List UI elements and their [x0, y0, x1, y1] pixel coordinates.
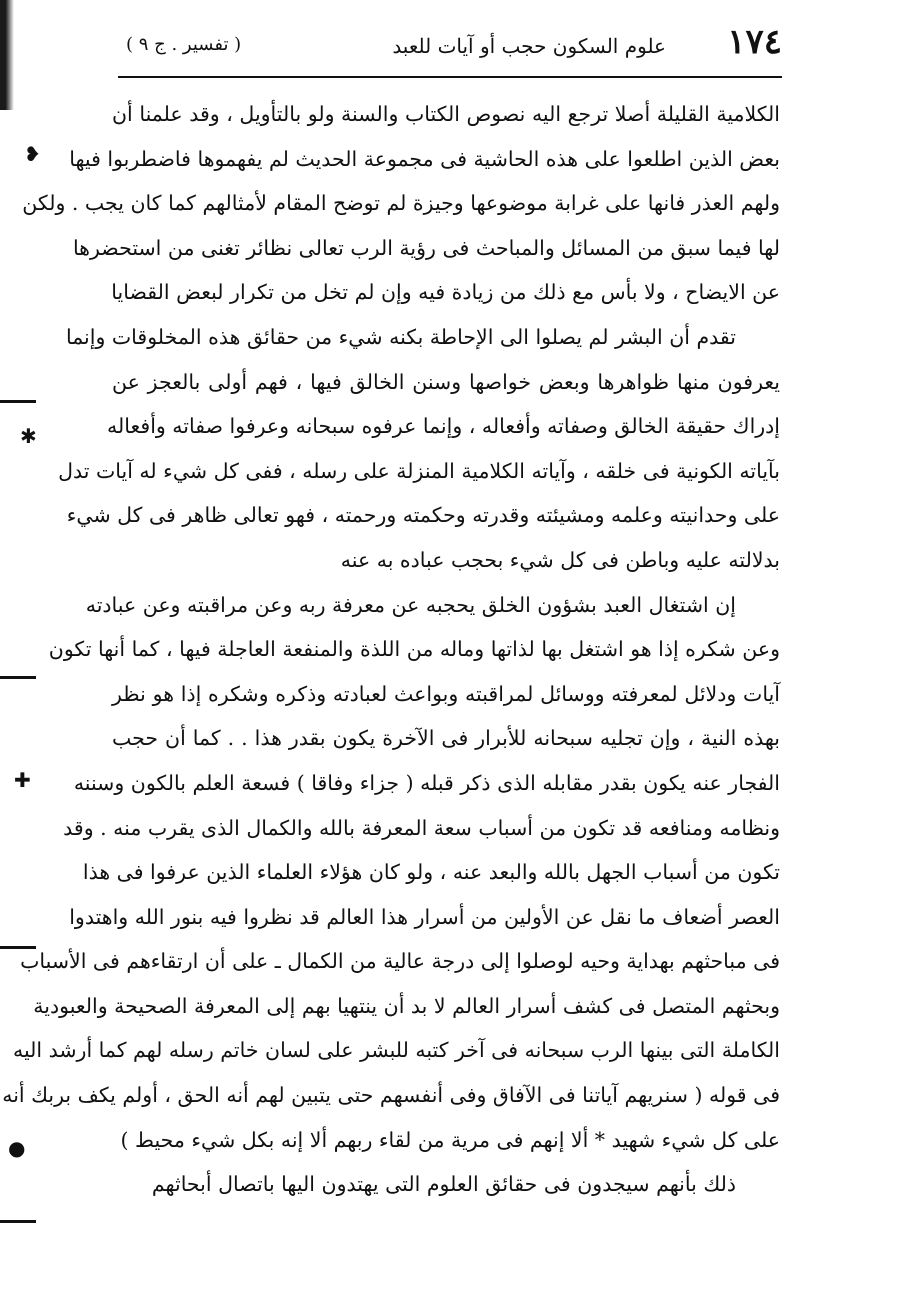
text-line: ولهم العذر فانها على غرابة موضوعها وجيزة لم توضح المقام لأمثالهم كما كان يجب . ولكن — [22, 191, 780, 216]
text-line: فى مباحثهم بهداية وحيه لوصلوا إلى درجة عالية من الكمال ـ على أن ارتقاءهم فى الأسباب — [20, 949, 780, 974]
margin-blot-icon: ✱ — [20, 424, 37, 448]
text-line: تكون من أسباب الجهل بالله والبعد عنه ، ولو كان هؤلاء العلماء الذين عرفوا فى هذا — [82, 860, 780, 885]
text-line: الكاملة التى بينها الرب سبحانه فى آخر كتبه للبشر على لسان خاتم رسله لهم كما أرشد اليه — [12, 1038, 780, 1063]
text-line: وعن شكره إذا هو اشتغل بها لذاتها وماله من اللذة والمنفعة العاجلة فيها ، كما أنها تكون — [48, 637, 780, 662]
text-line: لها فيما سبق من المسائل والمباحث فى رؤية الرب تعالى نظائر تغنى من استحضرها — [72, 235, 780, 260]
text-line: عن الايضاح ، ولا بأس مع ذلك من زيادة فيه وإن لم تخل من تكرار لبعض القضايا — [111, 280, 780, 305]
text-line: ونظامه ومنافعه قد تكون من أسباب سعة المعرفة بالله والكمال الذى يقرب منه . وقد — [63, 815, 780, 840]
page-header — [118, 24, 782, 72]
body-text — [2, 92, 780, 1207]
text-line: على كل شيء شهيد * ألا إنهم فى مرية من لقاء ربهم ألا إنه بكل شيء محيط ) — [120, 1127, 780, 1152]
text-line: إن اشتغال العبد بشؤون الخلق يحجبه عن معرفة ربه وعن مراقبته وعن عبادته — [85, 592, 736, 617]
text-line: فى قوله ( سنريهم آياتنا فى الآفاق وفى أنفسهم حتى يتبين لهم أنه الحق ، أولم يكف بربك أنه — [2, 1083, 780, 1108]
text-line: تقدم أن البشر لم يصلوا الى الإحاطة بكنه شيء من حقائق هذه المخلوقات وإنما — [65, 324, 736, 349]
margin-blot-icon: ❥ — [24, 142, 41, 166]
header-rule — [118, 76, 782, 78]
text-line: إدراك حقيقة الخالق وصفاته وأفعاله ، وإنما عرفوه سبحانه وعرفوا صفاته وأفعاله — [107, 414, 780, 439]
text-line: على وحدانيته وعلمه ومشيئته وقدرته وحكمته ورحمته ، فهو تعالى ظاهر فى كل شيء — [66, 503, 780, 528]
text-line: بعض الذين اطلعوا على هذه الحاشية فى مجموعة الحديث لم يفهموها فاضطربوا فيها — [69, 146, 780, 171]
section-tag: ( تفسير . ج ٩ ) — [126, 34, 242, 55]
text-line: بهذه النية ، وإن تجليه سبحانه للأبرار فى الآخرة يكون بقدر هذا . . كما أن حجب — [112, 726, 780, 751]
text-line: الكلامية القليلة أصلا ترجع اليه نصوص الكتاب والسنة ولو بالتأويل ، وقد علمنا أن — [112, 102, 780, 126]
scan-edge-shadow — [0, 0, 14, 110]
margin-tick — [0, 400, 36, 403]
margin-blot-icon: ● — [8, 1136, 26, 1160]
text-line: آيات ودلائل لمعرفته ووسائل لمراقبته وبواعث لعبادته وذكره وشكره إذا هو نظر — [112, 681, 780, 706]
text-line: بدلالته عليه وباطن فى كل شيء بحجب عباده به عنه — [340, 547, 780, 572]
margin-tick — [0, 676, 36, 679]
margin-tick — [0, 1220, 36, 1223]
margin-blot-icon: ✚ — [14, 768, 31, 792]
text-line: ذلك بأنهم سيجدون فى حقائق العلوم التى يهتدون اليها باتصال أبحاثهم — [151, 1172, 736, 1197]
text-line: العصر أضعاف ما نقل عن الأولين من أسرار هذا العالم قد نظروا فيه بنور الله واهتدوا — [69, 904, 780, 929]
running-title: علوم السكون حجب أو آيات للعبد — [392, 34, 666, 58]
text-line: يعرفون منها ظواهرها وبعض خواصها وسنن الخالق فيها ، فهم أولى بالعجز عن — [112, 369, 780, 394]
margin-tick — [0, 946, 36, 949]
text-line: بآياته الكونية فى خلقه ، وآياته الكلامية المنزلة على رسله ، ففى كل شيء له آيات تدل — [58, 458, 780, 483]
text-line: الفجار عنه يكون بقدر مقابله الذى ذكر قبله ( جزاء وفاقا ) فسعة العلم بالكون وسننه — [73, 770, 780, 795]
page-number: ١٧٤ — [727, 22, 782, 62]
text-line: وبحثهم المتصل فى كشف أسرار العالم لا بد أن ينتهيا بهم إلى المعرفة الصحيحة والعبودية — [33, 993, 780, 1018]
